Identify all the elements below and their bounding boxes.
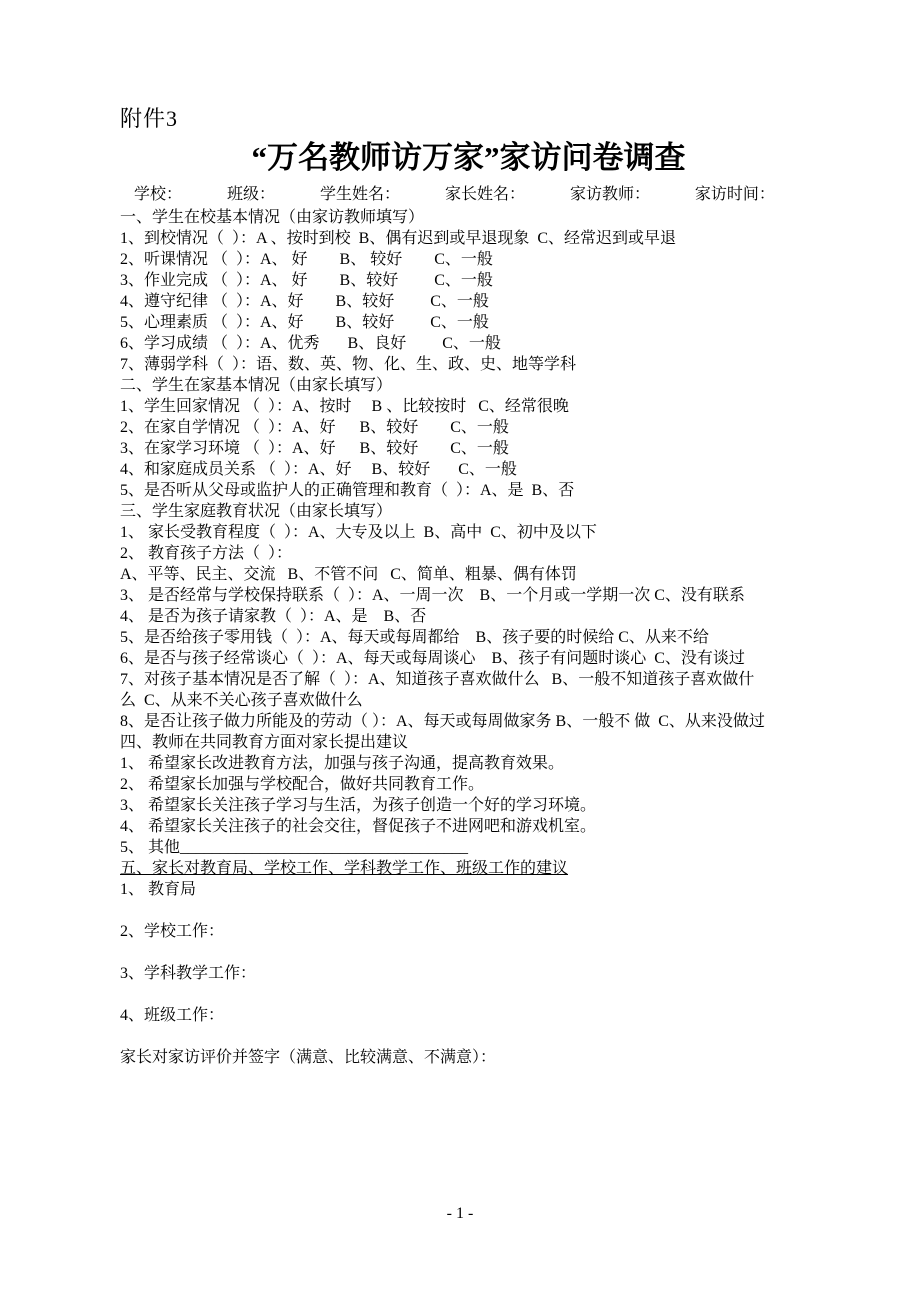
field-class-label: 班级： (226, 186, 275, 203)
doc-line: 2、在家自学情况 （ ）：A、好 B、较好 C、一般 (120, 419, 509, 436)
doc-line: 6、学习成绩 （ ）：A、优秀 B、良好 C、一般 (120, 335, 501, 352)
doc-line: 3、在家学习环境 （ ）：A、好 B、较好 C、一般 (120, 440, 509, 457)
doc-line: 么 C、从来不关心孩子喜欢做什么 (120, 692, 363, 709)
doc-line: 6、是否与孩子经常谈心（ ）：A、每天或每周谈心 B、孩子有问题时谈心 C、没有谈过 (120, 650, 745, 667)
doc-line: 3、作业完成 （ ）：A、 好 B、较好 C、一般 (120, 272, 493, 289)
doc-line: 7、对孩子基本情况是否了解（ ）：A、知道孩子喜欢做什么 B、一般不知道孩子喜欢做什 (120, 671, 755, 688)
doc-line: A、平等、民主、交流 B、不管不问 C、简单、粗暴、偶有体罚 (120, 566, 577, 583)
doc-line: 8、是否让孩子做力所能及的劳动（ ）：A、每天或每周做家务 B、一般不 做 C、从来没做过 (120, 713, 765, 730)
doc-line: 2、 教育孩子方法（ ）： (120, 545, 293, 562)
doc-line: 2、听课情况 （ ）：A、 好 B、 较好 C、一般 (120, 251, 493, 268)
doc-line: 1、学生回家情况 （ ）：A、按时 B 、比较按时 C、经常很晚 (120, 398, 569, 415)
doc-line: 5、心理素质 （ ）：A、好 B、较好 C、一般 (120, 314, 489, 331)
blank-line (120, 984, 817, 1005)
field-student-name-label: 学生姓名： (319, 186, 400, 203)
section5-heading: 五、家长对教育局、学校工作、学科教学工作、班级工作的建议 (120, 860, 569, 877)
doc-line: 5、是否给孩子零用钱（ ）：A、每天或每周都给 B、孩子要的时候给 C、从来不给 (120, 629, 709, 646)
doc-line: 1、 教育局 (120, 881, 197, 898)
section4-heading: 四、教师在共同教育方面对家长提出建议 (120, 734, 409, 751)
doc-line: 4、和家庭成员关系 （ ）：A、好 B、较好 C、一般 (120, 461, 517, 478)
body-lines (120, 207, 817, 1068)
section2-heading: 二、学生在家基本情况（由家长填写） (120, 377, 393, 394)
doc-line: 3、 希望家长关注孩子学习与生活，为孩子创造一个好的学习环境。 (120, 797, 597, 814)
field-parent-name-label: 家长姓名： (444, 186, 525, 203)
attachment-label: 附件3 (120, 106, 179, 131)
blank-line (120, 900, 817, 921)
doc-line: 3、 是否经常与学校保持联系（ ）：A、一周一次 B、一个月或一学期一次 C、没有联系 (120, 587, 745, 604)
document-content (120, 104, 817, 1068)
doc-line: 2、 希望家长加强与学校配合，做好共同教育工作。 (120, 776, 485, 793)
header-fields-row (120, 184, 817, 205)
doc-line: 1、 家长受教育程度（ ）：A、大专及以上 B、高中 C、初中及以下 (120, 524, 597, 541)
page-number: - 1 - (446, 1205, 474, 1222)
doc-line: 4、班级工作： (120, 1007, 225, 1024)
doc-line: 5、是否听从父母或监护人的正确管理和教育（ ）：A、是 B、否 (120, 482, 575, 499)
doc-line: 3、学科教学工作： (120, 965, 257, 982)
page-title: “万名教师访万家”家访问卷调查 (251, 140, 686, 175)
field-school-label: 学校： (134, 186, 183, 203)
field-visiting-teacher-label: 家访教师： (569, 186, 650, 203)
other-fill-in-line: 5、 其他____________________________________ (120, 839, 469, 856)
section3-heading: 三、学生家庭教育状况（由家长填写） (120, 503, 393, 520)
blank-line (120, 1026, 817, 1047)
doc-line: 2、学校工作： (120, 923, 225, 940)
doc-line: 1、到校情况（ ）：A 、按时到校 B、偶有迟到或早退现象 C、经常迟到或早退 (120, 230, 677, 247)
field-visit-time-label: 家访时间： (694, 186, 775, 203)
doc-line: 4、遵守纪律 （ ）：A、好 B、较好 C、一般 (120, 293, 489, 310)
signature-line: 家长对家访评价并签字（满意、比较满意、不满意）： (120, 1049, 497, 1066)
doc-line: 4、 是否为孩子请家教（ ）：A、是 B、否 (120, 608, 427, 625)
doc-line: 1、 希望家长改进教育方法，加强与孩子沟通，提高教育效果。 (120, 755, 565, 772)
blank-line (120, 942, 817, 963)
section1-heading: 一、学生在校基本情况（由家访教师填写） (120, 209, 425, 226)
doc-line: 4、 希望家长关注孩子的社会交往，督促孩子不进网吧和游戏机室。 (120, 818, 597, 835)
doc-line: 7、薄弱学科（ ）：语、数、英、物、化、生、政、史、地等学科 (120, 356, 577, 373)
